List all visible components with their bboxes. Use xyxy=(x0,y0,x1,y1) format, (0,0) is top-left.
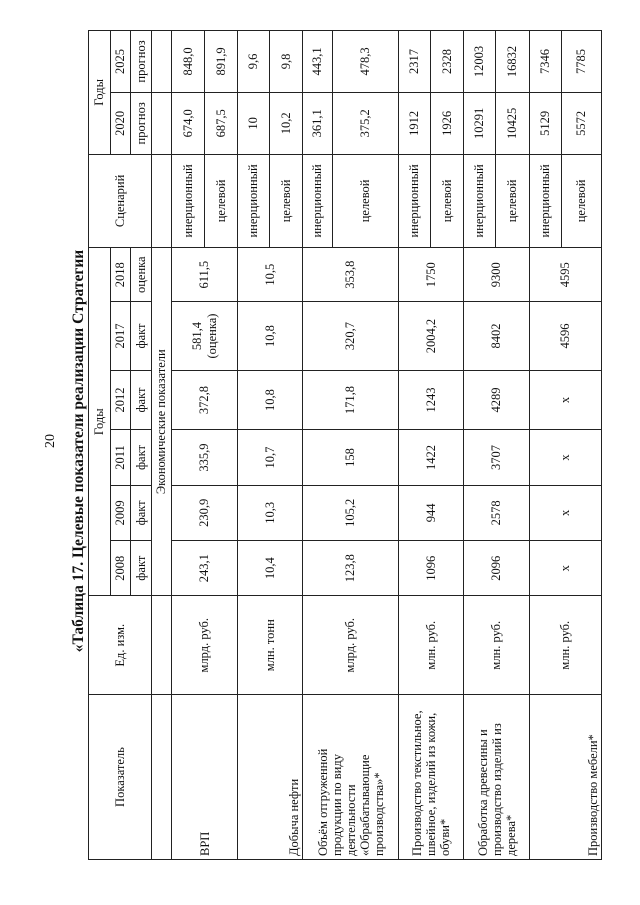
value-cell: 230,9 xyxy=(172,485,238,540)
value-cell: 243,1 xyxy=(172,541,238,596)
value-cell: 581,4 (оценка) xyxy=(172,302,238,370)
table-row xyxy=(303,31,333,860)
value-cell: x xyxy=(530,430,602,485)
indicator-name: ВРП xyxy=(172,695,238,860)
value-cell: 353,8 xyxy=(303,248,399,302)
header-status: факт xyxy=(131,302,152,370)
unit-cell: млн. руб. xyxy=(464,596,530,695)
value-cell: 2578 xyxy=(464,485,530,540)
value-cell: 10,8 xyxy=(238,370,303,430)
value-cell: 10,7 xyxy=(238,430,303,485)
forecast-cell: 375,2 xyxy=(333,92,399,154)
forecast-cell: 5572 xyxy=(562,92,602,154)
scenario-cell: инерционный xyxy=(530,154,562,247)
value-cell: 4596 xyxy=(530,302,602,370)
value-cell: 1750 xyxy=(399,248,464,302)
scenario-cell: целевой xyxy=(496,154,530,247)
table-row xyxy=(172,31,205,860)
scenario-cell: целевой xyxy=(270,154,303,247)
value-cell: 10,3 xyxy=(238,485,303,540)
indicator-name: Добыча нефти xyxy=(238,695,303,860)
header-year: 2018 xyxy=(111,248,131,302)
scenario-cell: инерционный xyxy=(399,154,431,247)
header-year: 2012 xyxy=(111,370,131,430)
forecast-cell: 848,0 xyxy=(172,31,205,93)
value-cell: 158 xyxy=(303,430,399,485)
value-cell: 9300 xyxy=(464,248,530,302)
forecast-cell: 12003 xyxy=(464,31,496,93)
forecast-cell: 1912 xyxy=(399,92,431,154)
value-cell: 2096 xyxy=(464,541,530,596)
header-indicator: Показатель xyxy=(89,695,152,860)
forecast-cell: 674,0 xyxy=(172,92,205,154)
value-cell: 2004,2 xyxy=(399,302,464,370)
header-years: Годы xyxy=(89,248,111,596)
forecast-cell: 2317 xyxy=(399,31,431,93)
rotated-table-container xyxy=(88,30,600,860)
header-status: факт xyxy=(131,430,152,485)
value-cell: 1422 xyxy=(399,430,464,485)
unit-cell: млн. тонн xyxy=(238,596,303,695)
header-status: факт xyxy=(131,541,152,596)
header-scenario: Сценарий xyxy=(89,154,152,247)
value-cell: 320,7 xyxy=(303,302,399,370)
forecast-cell: 16832 xyxy=(496,31,530,93)
value-cell: 105,2 xyxy=(303,485,399,540)
value-cell: 10,5 xyxy=(238,248,303,302)
header-years-forecast: Годы xyxy=(89,31,111,155)
indicator-name: Производство мебели* xyxy=(530,695,602,860)
section-row xyxy=(152,31,172,860)
forecast-cell: 9,6 xyxy=(238,31,270,93)
unit-cell: млн. руб. xyxy=(530,596,602,695)
value-cell: x xyxy=(530,370,602,430)
forecast-cell: 10 xyxy=(238,92,270,154)
forecast-cell: 687,5 xyxy=(205,92,238,154)
unit-cell: млрд. руб. xyxy=(303,596,399,695)
header-year: 2008 xyxy=(111,541,131,596)
value-cell: 1096 xyxy=(399,541,464,596)
value-cell: 4289 xyxy=(464,370,530,430)
unit-cell: млрд. руб. xyxy=(172,596,238,695)
value-cell: 335,9 xyxy=(172,430,238,485)
scenario-cell: целевой xyxy=(431,154,464,247)
forecast-cell: 2328 xyxy=(431,31,464,93)
forecast-cell: 1926 xyxy=(431,92,464,154)
indicator-name: Объём отгруженной продукции по виду деятельности «Обрабатывающие производства»* xyxy=(303,695,399,860)
indicator-name: Обработка древесины и производство изделий из дерева* xyxy=(464,695,530,860)
header-year: 2020 xyxy=(111,92,131,154)
table-caption: «Таблица 17. Целевые показатели реализации Стратегии xyxy=(70,249,87,653)
scenario-cell: инерционный xyxy=(303,154,333,247)
value-cell: 171,8 xyxy=(303,370,399,430)
header-year: 2017 xyxy=(111,302,131,370)
header-status: факт xyxy=(131,370,152,430)
value-cell: 10,8 xyxy=(238,302,303,370)
section-title: Экономические показатели xyxy=(152,248,172,596)
header-status: оценка xyxy=(131,248,152,302)
unit-cell: млн. руб. xyxy=(399,596,464,695)
forecast-cell: 7785 xyxy=(562,31,602,93)
value-cell: x xyxy=(530,485,602,540)
forecast-cell: 7346 xyxy=(530,31,562,93)
page-number: 20 xyxy=(43,434,58,448)
table-row xyxy=(238,31,270,860)
header-status: прогноз xyxy=(131,31,152,93)
scenario-cell: инерционный xyxy=(172,154,205,247)
forecast-cell: 361,1 xyxy=(303,92,333,154)
target-indicators-table xyxy=(88,30,602,860)
value-cell: 8402 xyxy=(464,302,530,370)
scenario-cell: инерционный xyxy=(238,154,270,247)
forecast-cell: 10,2 xyxy=(270,92,303,154)
forecast-cell: 478,3 xyxy=(333,31,399,93)
value-cell: x xyxy=(530,541,602,596)
header-unit: Ед. изм. xyxy=(89,596,152,695)
forecast-cell: 10291 xyxy=(464,92,496,154)
scenario-cell: инерционный xyxy=(464,154,496,247)
forecast-cell: 9,8 xyxy=(270,31,303,93)
forecast-cell: 5129 xyxy=(530,92,562,154)
value-cell: 3707 xyxy=(464,430,530,485)
header-year: 2011 xyxy=(111,430,131,485)
table-row xyxy=(530,31,562,860)
header-year: 2009 xyxy=(111,485,131,540)
forecast-cell: 443,1 xyxy=(303,31,333,93)
scenario-cell: целевой xyxy=(333,154,399,247)
header-status: прогноз xyxy=(131,92,152,154)
value-cell: 372,8 xyxy=(172,370,238,430)
value-cell: 123,8 xyxy=(303,541,399,596)
scenario-cell: целевой xyxy=(205,154,238,247)
value-cell: 611,5 xyxy=(172,248,238,302)
value-cell: 1243 xyxy=(399,370,464,430)
scenario-cell: целевой xyxy=(562,154,602,247)
header-status: факт xyxy=(131,485,152,540)
indicator-name: Производство текстильное, швейное, изделий из кожи, обуви* xyxy=(399,695,464,860)
value-cell: 944 xyxy=(399,485,464,540)
forecast-cell: 891,9 xyxy=(205,31,238,93)
value-cell: 4595 xyxy=(530,248,602,302)
forecast-cell: 10425 xyxy=(496,92,530,154)
table-row xyxy=(399,31,431,860)
header-row-1 xyxy=(89,31,111,860)
table-row xyxy=(464,31,496,860)
header-year: 2025 xyxy=(111,31,131,93)
value-cell: 10,4 xyxy=(238,541,303,596)
